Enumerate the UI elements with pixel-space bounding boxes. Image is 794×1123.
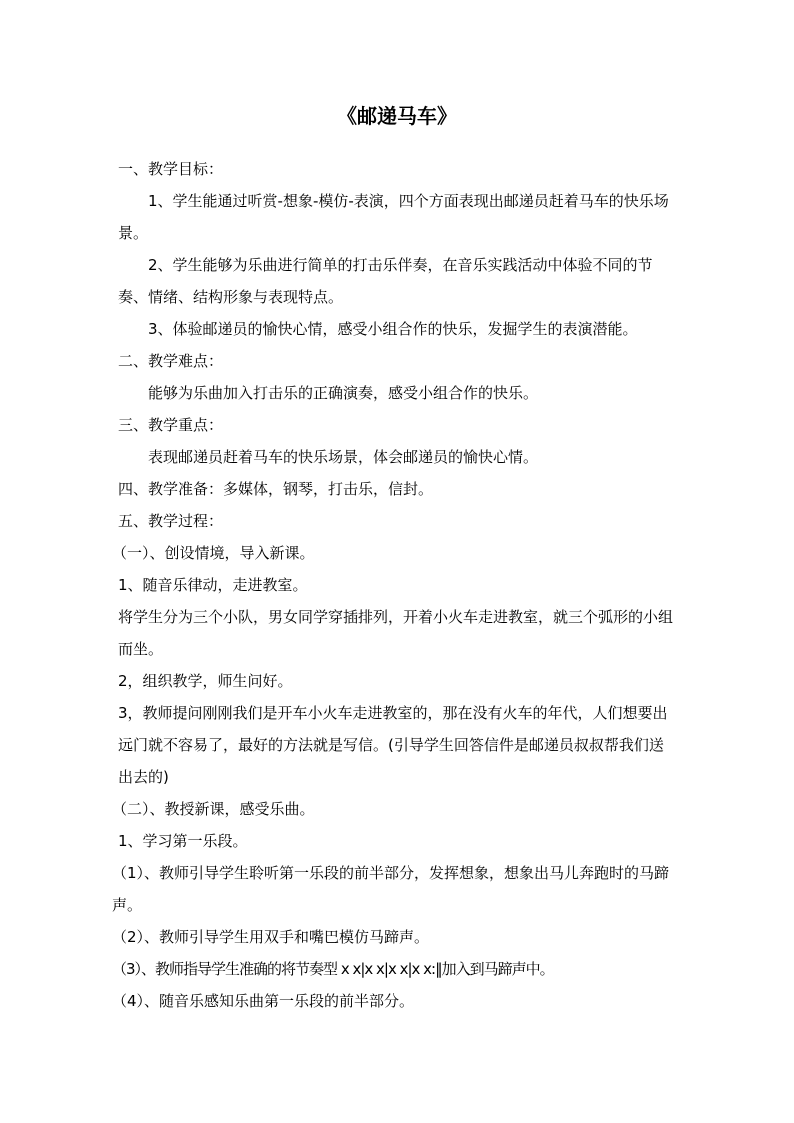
process-sub-step-4: （4）、随音乐感知乐曲第一乐段的前半部分。 (112, 992, 415, 1010)
process-part-2-step-1-title: 1、学习第一乐段。 (118, 832, 248, 850)
process-part-1-heading: （一）、创设情境，导入新课。 (112, 544, 315, 562)
goal-item-3: 3、体验邮递员的愉快心情，感受小组合作的快乐，发掘学生的表演潜能。 (148, 320, 638, 338)
section-heading-process: 五、教学过程： (118, 512, 224, 530)
section-heading-difficulties: 二、教学难点： (118, 352, 224, 370)
process-step-1-text: 将学生分为三个小队，男女同学穿插排列，开着小火车走进教室，就三个弧形的小组而坐。 (118, 608, 674, 658)
section-preparation: 四、教学准备：多媒体，钢琴，打击乐，信封。 (118, 480, 434, 498)
difficulties-text: 能够为乐曲加入打击乐的正确演奏，感受小组合作的快乐。 (148, 384, 539, 402)
process-sub-step-2: （2）、教师引导学生用双手和嘴巴模仿马蹄声。 (112, 928, 430, 946)
process-sub-step-3: （3）、教师指导学生准确的将节奏型 x x|x x|x x|x x:‖加入到马蹄声中。 (112, 960, 554, 978)
goal-item-1: 1、学生能通过听赏-想象-模仿-表演，四个方面表现出邮递员赶着马车的快乐场景。 (118, 192, 669, 242)
goal-item-2: 2、学生能够为乐曲进行简单的打击乐伴奏，在音乐实践活动中体验不同的节奏、情绪、结构形象与表现特点。 (118, 256, 653, 306)
process-part-2-heading: （二）、教授新课，感受乐曲。 (112, 800, 315, 818)
process-sub-step-1: （1）、教师引导学生聆听第一乐段的前半部分，发挥想象，想象出马儿奔跑时的马蹄声。 (112, 864, 670, 914)
document-body (112, 153, 676, 1017)
process-step-2: 2，组织教学，师生问好。 (118, 672, 293, 690)
key-points-text: 表现邮递员赶着马车的快乐场景，体会邮递员的愉快心情。 (148, 448, 539, 466)
process-step-1-title: 1、随音乐律动，走进教室。 (118, 576, 308, 594)
process-step-3: 3，教师提问刚刚我们是开车小火车走进教室的，那在没有火车的年代，人们想要出远门就不容易了，最好的方法就是写信。(引导学生回答信件是邮递员叔叔帮我们送出去的) (118, 704, 668, 786)
section-heading-goals: 一、教学目标： (118, 160, 224, 178)
page-title: 《邮递马车》 (337, 104, 457, 128)
section-heading-key-points: 三、教学重点： (118, 416, 224, 434)
